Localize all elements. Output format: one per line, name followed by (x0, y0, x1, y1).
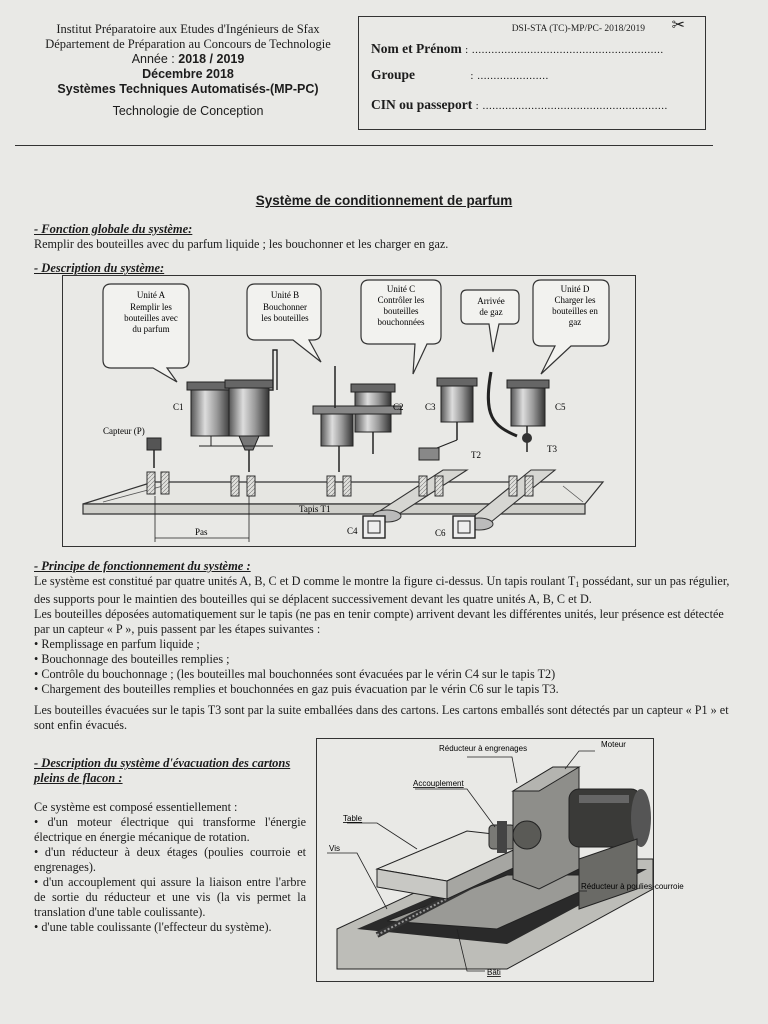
group-field[interactable]: Groupe : ...................... (371, 67, 549, 82)
principle-section (34, 559, 734, 733)
exam-month: Décembre 2018 (142, 67, 234, 81)
function-text: Remplir des bouteilles avec du parfum liquide ; les bouchonner et les charger en gaz. (34, 237, 449, 251)
sensor-p-label: Capteur (P) (103, 426, 145, 436)
course-name: Technologie de Conception (112, 104, 264, 118)
t2-label: T2 (471, 450, 481, 460)
student-id-box (358, 16, 706, 130)
cylinder-c6 (453, 516, 475, 538)
unit-a-title: Unité A (136, 290, 166, 300)
principle-paragraph-2: Les bouteilles déposées automatiquement sur le tapis (ne pas en tenir compte) arrivent devant les différentes unités, leur présence est détectée par un capteur « P », puis passent par les étapes suivantes : (34, 607, 724, 636)
list-item: • d'une table coulissante (l'effecteur du système). (34, 920, 272, 934)
unit-b-title: Unité B (270, 290, 300, 300)
evacuation-heading: - Description du système d'évacuation des cartons pleins de flacon : (34, 756, 291, 785)
academic-year: Année : 2018 / 2019 (131, 52, 245, 66)
name-field[interactable]: Nom et Prénom : ........................................................... (371, 41, 664, 56)
evacuation-section (34, 756, 306, 935)
list-item: • d'un réducteur à deux étages (poulies courroie et engrenages). (34, 845, 306, 874)
gas-arrival-desc: Arrivée de gaz (477, 296, 505, 317)
principle-paragraph-1: Le système est constitué par quatre unités A, B, C et D comme le montre la figure ci-dessus. Un tapis roulant $T_1$ possédant, sur un pas régulier, des supports pour le maintien des bouteilles qui se déplacent successivement devant les quatre unités A, B, C et D. (34, 574, 730, 606)
c3-label: C3 (425, 402, 436, 412)
process-steps (34, 637, 734, 697)
list-item: • d'un moteur électrique qui transforme l'énergie électrique en énergie mécanique de rotation. (34, 815, 306, 844)
institute-name: Institut Préparatoire aux Etudes d'Ingénieurs de Sfax (56, 22, 320, 36)
screw-label: Vis (329, 844, 340, 853)
c5-label: C5 (555, 402, 566, 412)
list-item: • Contrôle du bouchonnage ; (les bouteilles mal bouchonnées sont évacuées par le vérin C4 sur le tapis T2) (34, 667, 556, 681)
evacuation-mechanism-figure (316, 738, 684, 982)
document-title: Système de conditionnement de parfum (255, 193, 513, 208)
frame-label: Bâti (487, 968, 501, 977)
evacuation-mechanism-drawing (317, 739, 684, 981)
list-item: • Remplissage en parfum liquide ; (34, 637, 200, 651)
gear-reducer-label: Réducteur à engrenages (439, 744, 528, 753)
institution-header (18, 22, 358, 119)
function-section (34, 222, 734, 252)
cylinder-c2 (313, 366, 401, 472)
table-label: Table (343, 814, 363, 823)
exam-reference: DSI-STA (TC)-MP/PC- 2018/2019 (511, 24, 645, 34)
sensor-p (147, 438, 161, 468)
unit-c-desc: Contrôler les bouteilles bouchonnées (377, 295, 425, 327)
tapis-t1-label: Tapis T1 (299, 504, 331, 514)
c4-label: C4 (347, 526, 358, 536)
evacuation-intro: Ce système est composé essentiellement : (34, 800, 238, 814)
unit-d-title: Unité D (560, 284, 590, 294)
list-item: • Chargement des bouteilles remplies et bouchonnées en gaz puis évacuation par le vérin C6 sur le tapis T3. (34, 682, 559, 696)
description-heading: - Description du système: (34, 261, 165, 275)
coupling (489, 821, 515, 853)
motor-label: Moteur (601, 740, 626, 749)
cylinder-c1 (187, 350, 277, 472)
packaging-system-figure (62, 275, 636, 547)
function-heading: - Fonction globale du système: (34, 222, 193, 236)
pitch-label: Pas (195, 527, 208, 537)
evacuation-components (34, 815, 306, 935)
electric-motor (569, 789, 651, 847)
c6-label: C6 (435, 528, 446, 538)
packaging-system-drawing (63, 276, 635, 546)
cylinder-c3 (419, 378, 477, 460)
exam-subject: Systèmes Techniques Automatisés-(MP-PC) (57, 82, 319, 96)
unit-d-desc: Charger les bouteilles en gaz (552, 295, 598, 327)
principle-paragraph-3: Les bouteilles évacuées sur le tapis T3 sont par la suite emballées dans des cartons. Les cartons emballés sont détectés par un capteur « P1 » et sont enfin évacués. (34, 703, 729, 732)
unit-a-desc: Remplir les bouteilles avec du parfum (124, 302, 178, 334)
t3-label: T3 (547, 444, 557, 454)
cin-field[interactable]: CIN ou passeport : ......................................................... (371, 97, 668, 112)
cylinder-c5 (507, 380, 549, 452)
unit-b-desc: Bouchonner les bouteilles (261, 302, 309, 323)
cylinder-c4 (363, 516, 385, 538)
header-divider (15, 145, 713, 146)
c1-label: C1 (173, 402, 184, 412)
scissors-icon: ✂ (671, 17, 685, 34)
list-item: • d'un accouplement qui assure la liaison entre l'arbre de sortie du réducteur et une vis (la vis permet la translation d'une table coulissante). (34, 875, 306, 919)
c2-label: C2 (393, 402, 404, 412)
list-item: • Bouchonnage des bouteilles remplies ; (34, 652, 230, 666)
department-name: Département de Préparation au Concours de Technologie (45, 37, 331, 51)
belt-reducer-label: Réducteur à poulies-courroie (581, 882, 684, 891)
coupling-label: Accouplement (413, 779, 464, 788)
principle-heading: - Principe de fonctionnement du système : (34, 559, 251, 573)
unit-c-title: Unité C (386, 284, 416, 294)
